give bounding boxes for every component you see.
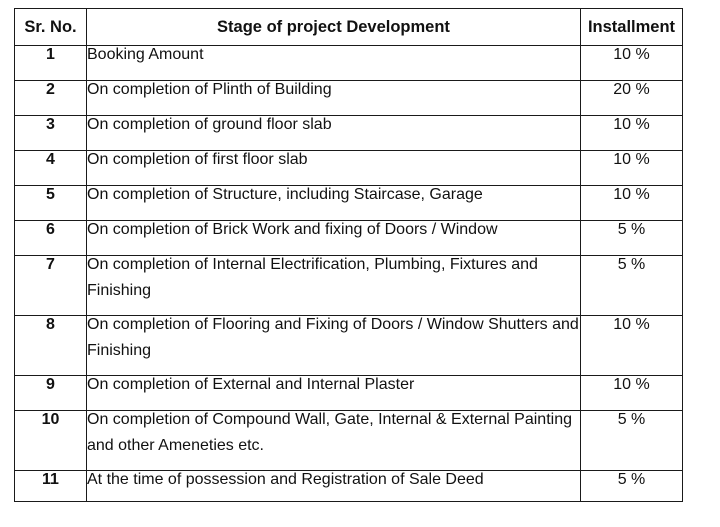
header-row xyxy=(15,9,683,46)
installment-cell: 10 % xyxy=(581,116,683,151)
installment-cell: 10 % xyxy=(581,376,683,411)
stage-text: At the time of possession and Registration of Sale Deed xyxy=(87,471,484,488)
stage-cell xyxy=(87,221,581,256)
sr-no-cell: 3 xyxy=(15,116,87,151)
table-row xyxy=(15,471,683,502)
stage-cell xyxy=(87,81,581,116)
stage-cell xyxy=(87,186,581,221)
installment-cell: 5 % xyxy=(581,471,683,502)
stage-cell xyxy=(87,151,581,186)
stage-cell xyxy=(87,376,581,411)
table-row xyxy=(15,116,683,151)
stage-cell xyxy=(87,46,581,81)
stage-cell xyxy=(87,316,581,376)
stage-text: On completion of Plinth of Building xyxy=(87,81,332,98)
stage-text: On completion of Brick Work and fixing of Doors / Window xyxy=(87,221,498,238)
installment-cell: 10 % xyxy=(581,46,683,81)
stage-cell xyxy=(87,471,581,502)
table-row xyxy=(15,46,683,81)
stage-text: Booking Amount xyxy=(87,46,204,63)
installment-cell: 10 % xyxy=(581,151,683,186)
stage-text: On completion of External and Internal Plaster xyxy=(87,376,415,393)
sr-no-cell: 11 xyxy=(15,471,87,502)
table-row xyxy=(15,186,683,221)
header-stage: Stage of project Development xyxy=(87,9,581,46)
sr-no-cell: 10 xyxy=(15,411,87,471)
stage-cell xyxy=(87,256,581,316)
installment-table xyxy=(14,8,683,502)
installment-cell: 20 % xyxy=(581,81,683,116)
sr-no-cell: 9 xyxy=(15,376,87,411)
sr-no-cell: 2 xyxy=(15,81,87,116)
installment-cell: 5 % xyxy=(581,411,683,471)
installment-cell: 10 % xyxy=(581,186,683,221)
stage-text: On completion of Internal Electrification, Plumbing, Fixtures and Finishing xyxy=(87,256,538,299)
table-row xyxy=(15,151,683,186)
installment-cell: 5 % xyxy=(581,256,683,316)
sr-no-cell: 1 xyxy=(15,46,87,81)
sr-no-cell: 4 xyxy=(15,151,87,186)
stage-text: On completion of first floor slab xyxy=(87,151,308,168)
stage-text: On completion of ground floor slab xyxy=(87,116,332,133)
table-row xyxy=(15,256,683,316)
sr-no-cell: 7 xyxy=(15,256,87,316)
stage-cell xyxy=(87,116,581,151)
sr-no-cell: 5 xyxy=(15,186,87,221)
header-sr-no: Sr. No. xyxy=(15,9,87,46)
header-installment: Installment xyxy=(581,9,683,46)
sr-no-cell: 8 xyxy=(15,316,87,376)
table-row xyxy=(15,81,683,116)
stage-text: On completion of Flooring and Fixing of Doors / Window Shutters and Finishing xyxy=(87,316,579,359)
table-row xyxy=(15,376,683,411)
installment-cell: 10 % xyxy=(581,316,683,376)
stage-cell xyxy=(87,411,581,471)
stage-text: On completion of Structure, including Staircase, Garage xyxy=(87,186,483,203)
sr-no-cell: 6 xyxy=(15,221,87,256)
table-row xyxy=(15,221,683,256)
table-row xyxy=(15,316,683,376)
table-row xyxy=(15,411,683,471)
payment-schedule xyxy=(14,8,682,502)
stage-text: On completion of Compound Wall, Gate, Internal & External Painting and other Ameneties etc. xyxy=(87,411,572,454)
installment-cell: 5 % xyxy=(581,221,683,256)
